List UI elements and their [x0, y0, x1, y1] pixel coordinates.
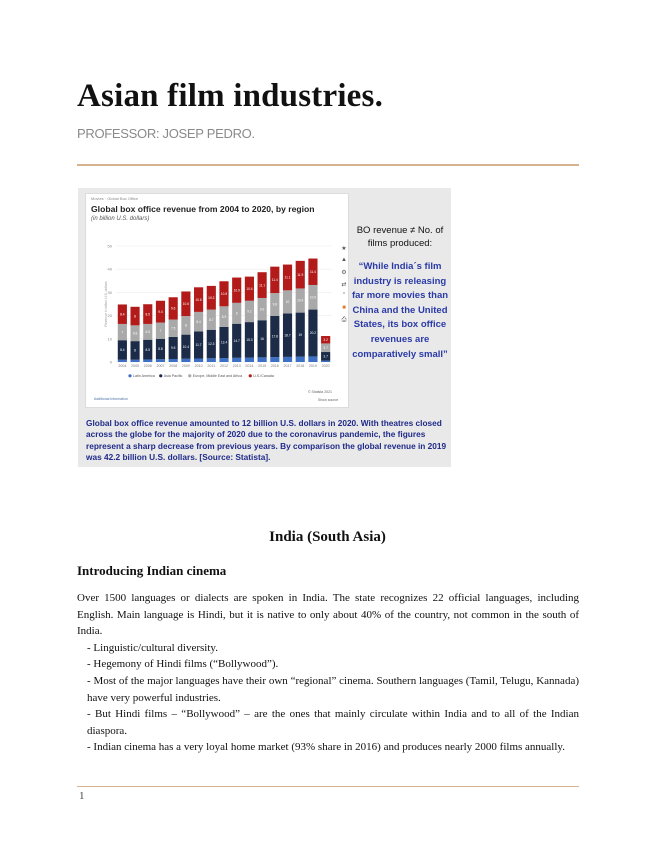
bar-value-label: 9 [235, 311, 238, 316]
x-tick-label: 2018 [296, 364, 305, 368]
bar-value-label: 11.7 [195, 343, 202, 348]
bar-segment [321, 361, 330, 362]
y-tick-label: 40 [107, 266, 112, 272]
gear-icon[interactable]: ⚙ [341, 270, 347, 276]
bullet-bollywood: - But Hindi films – “Bollywood” – are the ones that mainly circulate within India and to all of the Indian diaspora. [87, 708, 579, 737]
legend-swatch [188, 374, 191, 377]
bar-value-label: 10.6 [195, 297, 202, 302]
bar-value-label: 10.2 [208, 295, 215, 300]
bar-value-label: 10 [285, 300, 290, 305]
bar-segment [232, 358, 241, 362]
bar-value-label: 9.5 [170, 346, 176, 351]
bar-value-label: 7.5 [170, 326, 176, 331]
legend-swatch [249, 374, 252, 377]
additional-info-link[interactable]: Additional Information [94, 397, 128, 401]
body-text [77, 590, 579, 756]
x-tick-label: 2013 [232, 364, 241, 368]
legend-label: Asia Pacific [163, 374, 183, 378]
bullet-hegemony: - Hegemony of Hindi films (“Bollywood”). [87, 658, 279, 671]
legend-swatch [159, 374, 162, 377]
bar-value-label: 9.6 [170, 306, 176, 311]
bar-value-label: 15.3 [246, 338, 253, 343]
bar-value-label: 16 [260, 337, 264, 341]
bar-value-label: 10.4 [297, 298, 304, 303]
legend-swatch [128, 374, 131, 377]
bar-value-label: 9.6 [259, 307, 265, 312]
subheading: Introducing Indian cinema [77, 563, 227, 578]
y-tick-label: 30 [107, 289, 112, 295]
callout-heading: BO revenue ≠ No. of films produced: [356, 225, 444, 249]
show-source-link[interactable]: Show source [318, 398, 339, 402]
chart-kicker: Movies · Global Box Office [91, 196, 139, 201]
callout-quote: “While India´s film industry is releasing far more movies than China and the United States, its box office revenues are comparatively small” [351, 261, 449, 360]
chart-title: Global box office revenue from 2004 to 2020, by region [91, 204, 315, 214]
bar-value-label: 12.3 [208, 342, 215, 347]
print-icon[interactable]: ⎙ [341, 317, 347, 323]
bar-segment [283, 357, 292, 362]
bar-segment [118, 360, 127, 362]
x-tick-label: 2004 [118, 364, 127, 368]
bar-segment [296, 357, 305, 362]
bar-value-label: 3.7 [323, 354, 328, 359]
bar-segment [169, 359, 178, 362]
bar-value-label: 11.1 [284, 275, 291, 280]
bar-value-label: 11.9 [297, 272, 304, 277]
x-tick-label: 2005 [131, 364, 140, 368]
download-icon[interactable]: ■ [342, 305, 346, 311]
bar-value-label: 8 [184, 323, 187, 328]
bar-value-label: 8.5 [145, 347, 150, 352]
x-tick-label: 2014 [245, 364, 254, 368]
bar-value-label: 8 [134, 348, 136, 353]
chart-toolbar [339, 245, 349, 329]
bar-value-label: 11.1 [259, 283, 266, 288]
x-tick-label: 2012 [220, 364, 228, 368]
bar-value-label: 10.4 [246, 286, 253, 291]
copyright-note: © Statista 2021 [308, 390, 332, 394]
bell-icon[interactable]: ▲ [341, 257, 347, 263]
top-divider [77, 164, 579, 166]
stacked-bar-chart [86, 194, 348, 407]
x-tick-label: 2008 [169, 364, 178, 368]
legend-label: U.S./Canada [253, 374, 274, 378]
bar-value-label: 6.8 [132, 331, 138, 336]
x-tick-label: 2017 [283, 364, 292, 368]
y-tick-label: 10 [107, 336, 112, 342]
bar-value-label: 10.9 [233, 288, 240, 293]
quote-icon[interactable]: ” [343, 293, 345, 299]
bar-value-label: 14.7 [233, 338, 240, 343]
bar-segment [156, 359, 165, 362]
y-tick-label: 0 [109, 359, 112, 365]
bar-segment [194, 359, 203, 362]
bar-value-label: 11.4 [309, 269, 316, 274]
bar-value-label: 19 [298, 332, 303, 337]
figure-statista-chart [78, 188, 451, 467]
x-tick-label: 2011 [207, 364, 216, 368]
bar-value-label: 3.7 [323, 345, 328, 350]
x-tick-label: 2007 [156, 364, 165, 368]
page-title: Asian film industries. [77, 78, 384, 114]
bar-value-label: 18.7 [284, 333, 291, 338]
paragraph-intro: Over 1500 languages or dialects are spoken in India. The state recognizes 22 official languages, including English. Main language is Hindi, but it is native to only about 40% of the country, not common in the south of India. [77, 592, 579, 638]
x-tick-label: 2015 [258, 364, 267, 368]
x-tick-label: 2010 [194, 364, 203, 368]
x-tick-label: 2006 [143, 364, 152, 368]
bar-segment [181, 359, 190, 362]
bullet-diversity: - Linguistic/cultural diversity. [87, 641, 218, 654]
bottom-divider [77, 786, 579, 787]
share-icon[interactable]: ⇄ [341, 282, 347, 288]
bar-value-label: 10.4 [182, 344, 189, 349]
bar-value-label: 8.4 [120, 348, 125, 353]
legend-label: Europe, Middle East and Africa [192, 374, 243, 378]
bar-segment [270, 357, 279, 362]
x-tick-label: 2019 [308, 364, 317, 368]
bar-value-label: 13.4 [220, 340, 228, 345]
chart-subtitle: (in billion U.S. dollars) [91, 216, 150, 222]
legend-label: Latin America [133, 374, 155, 378]
figure-caption: Global box office revenue amounted to 12 billion U.S. dollars in 2020. With theatres closed across the globe for the majority of 2020 due to the coronavirus pandemic, the figures represent a sharp decrease from previous years. By comparison the global revenue in 2019 was 42.2 billion U.S. dollars. [Source: Statista]. [86, 418, 447, 463]
bar-value-label: 10.6 [182, 301, 189, 306]
bar-value-label: 17.8 [271, 334, 278, 339]
bullet-regional: - Most of the major languages have their own “regional” cinema. Southern languages (Tamil, Telugu, Kannada) have very powerful industries. [87, 674, 579, 704]
bullet-home-market: - Indian cinema has a very loyal home market (93% share in 2016) and produces nearly 2000 films annually. [87, 741, 565, 754]
x-tick-label: 2009 [181, 364, 190, 368]
bar-value-label: 7 [121, 330, 124, 335]
bar-value-label: 8.7 [209, 317, 214, 322]
bar-value-label: 6.8 [145, 330, 150, 335]
bar-value-label: 9.2 [247, 309, 252, 314]
y-tick-label: 20 [107, 313, 112, 319]
y-tick-label: 50 [107, 243, 112, 249]
bar-segment [258, 357, 267, 362]
bar-segment [207, 358, 216, 362]
bar-segment [130, 360, 139, 362]
bar-value-label: 11.4 [271, 278, 278, 283]
bar-value-label: 8.8 [158, 347, 163, 352]
section-title: India (South Asia) [269, 529, 386, 545]
bar-value-label: 8.5 [145, 312, 150, 317]
chart-card [85, 193, 349, 408]
bar-segment [219, 358, 228, 362]
bar-segment [143, 359, 152, 362]
bar-value-label: 10.6 [309, 295, 317, 300]
bar-value-label: 8.4 [196, 319, 201, 324]
x-tick-label: 2016 [270, 364, 279, 368]
bar-segment [308, 356, 317, 362]
star-icon[interactable]: ★ [341, 246, 347, 252]
bar-value-label: 10.8 [220, 291, 228, 296]
bar-value-label: 8.9 [221, 314, 227, 319]
bar-value-label: 3.2 [323, 337, 328, 342]
bar-value-label: 8.4 [120, 312, 125, 317]
y-axis-label: Revenue in billion U.S. dollars [104, 281, 108, 327]
page-number: 1 [79, 790, 85, 802]
bar-segment [245, 358, 254, 362]
bar-value-label: 9.4 [158, 309, 163, 314]
bar-value-label: 8 [134, 314, 136, 319]
bar-value-label: 20.2 [309, 331, 317, 336]
bar-value-label: 9.8 [272, 302, 278, 307]
bar-value-label: 7 [159, 328, 162, 333]
professor-line: PROFESSOR: JOSEP PEDRO. [77, 126, 255, 141]
x-tick-label: 2020 [321, 364, 330, 368]
